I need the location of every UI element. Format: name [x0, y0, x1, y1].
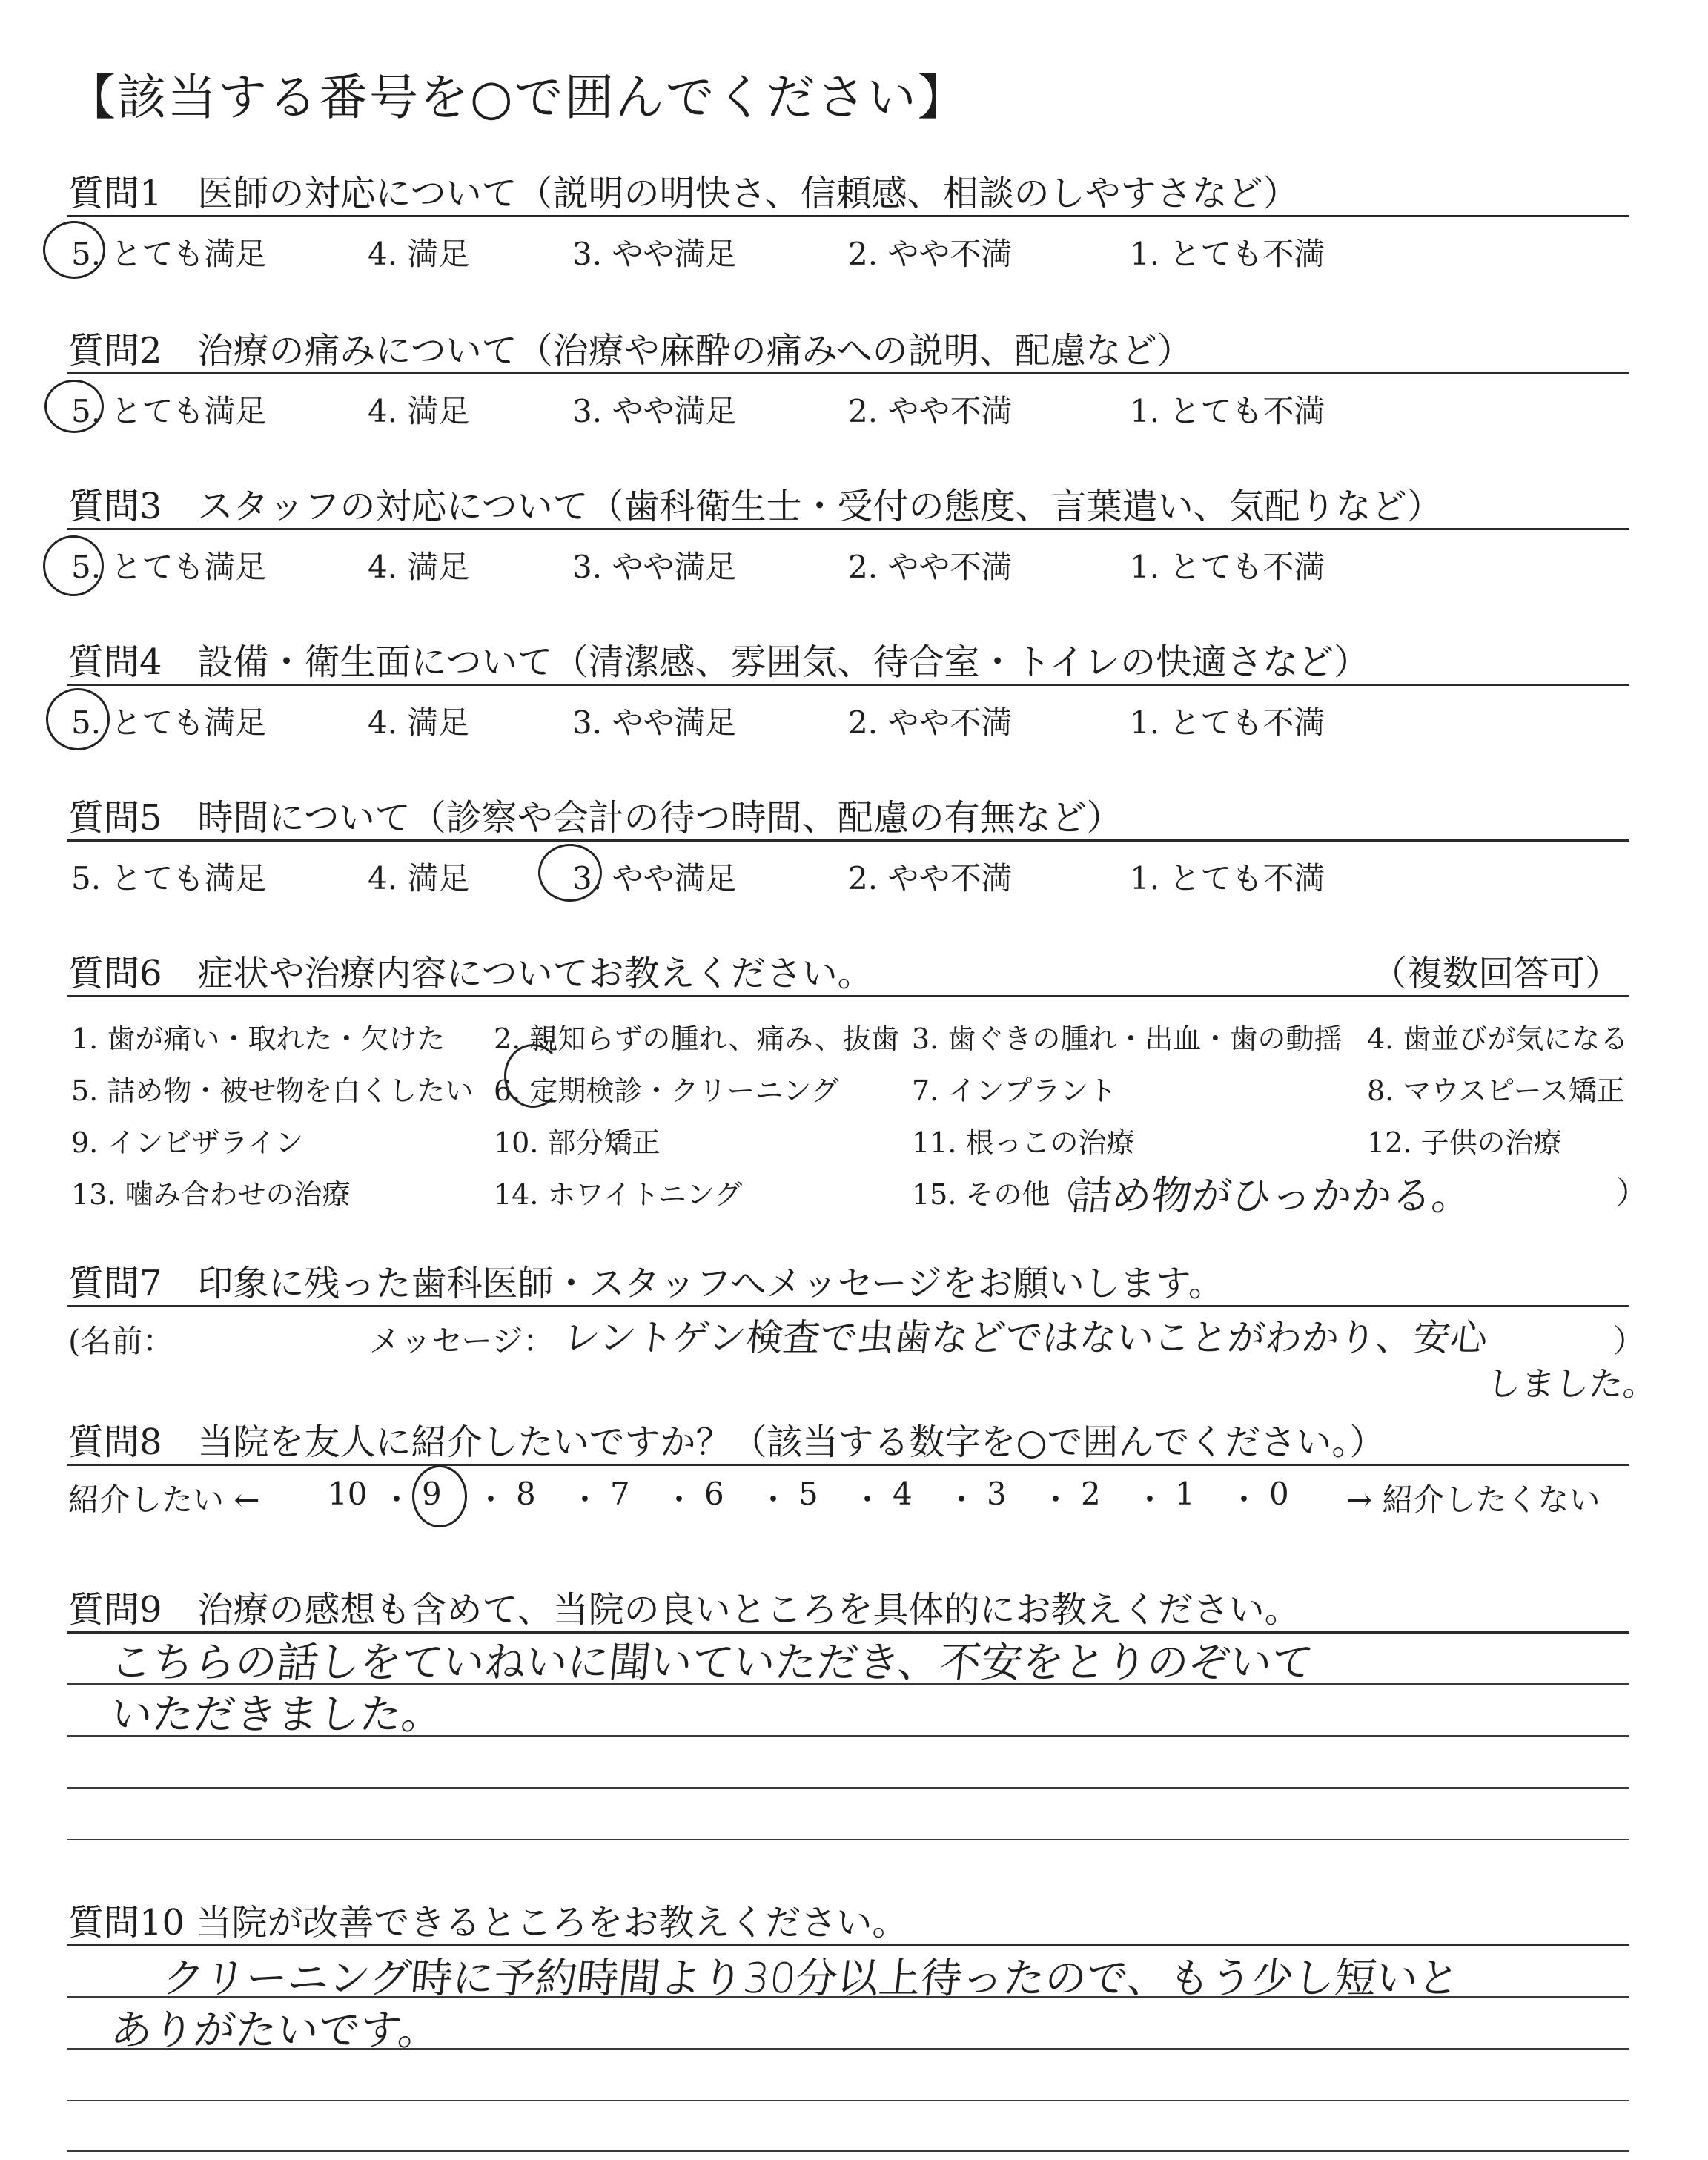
q4-option-2[interactable]: 2. やや不満 — [848, 704, 1013, 741]
question-7-title: 質問7 印象に残った歯科医師・スタッフへメッセージをお願いします。 — [68, 1263, 1224, 1304]
q5-option-4[interactable]: 4. 満足 — [368, 860, 470, 896]
scale-separator-dot: ・ — [569, 1482, 601, 1518]
q1-option-3[interactable]: 3. やや満足 — [572, 236, 737, 272]
divider — [67, 839, 1629, 842]
name-label: (名前： — [68, 1323, 174, 1359]
scale-separator-dot: ・ — [475, 1482, 507, 1518]
q6-item-14[interactable]: 14. ホワイトニング — [494, 1178, 743, 1211]
q5-option-5[interactable]: 5. とても満足 — [71, 860, 267, 896]
q6-item-2[interactable]: 2. 親知らずの腫れ、痛み、抜歯 — [494, 1023, 899, 1055]
q9-handwritten-line-1: こちらの話しをていねいに聞いていただき、不安をとりのぞいて — [108, 1639, 1316, 1687]
selection-circle — [44, 380, 104, 433]
form-header: 【該当する番号を○で囲んでください】 — [67, 69, 968, 126]
answer-line — [67, 1839, 1629, 1840]
q6-item-12[interactable]: 12. 子供の治療 — [1367, 1126, 1562, 1159]
question-6-title: 質問6 症状や治療内容についてお教えください。 — [68, 953, 873, 994]
answer-line — [67, 2150, 1629, 2152]
q3-option-4[interactable]: 4. 満足 — [368, 549, 470, 585]
message-handwritten-line-1: レントゲン検査で虫歯などではないことがわかり、安心 — [560, 1316, 1490, 1359]
divider — [67, 1464, 1629, 1466]
selection-circle — [538, 844, 602, 902]
scale-value-0[interactable]: 0 — [1269, 1476, 1289, 1512]
q5-option-3[interactable]: 3. やや満足 — [572, 860, 737, 896]
q4-option-1[interactable]: 1. とても不満 — [1130, 704, 1325, 741]
q3-option-1[interactable]: 1. とても不満 — [1130, 549, 1325, 585]
q4-option-5[interactable]: 5. とても満足 — [71, 704, 267, 741]
message-handwritten-line-2: しました。 — [1484, 1364, 1660, 1404]
q6-item-8[interactable]: 8. マウスピース矯正 — [1367, 1074, 1625, 1107]
scale-separator-dot: ・ — [758, 1482, 790, 1518]
q6-item-13[interactable]: 13. 噛み合わせの治療 — [71, 1178, 351, 1211]
other-close-paren: ） — [1616, 1175, 1648, 1211]
other-handwritten-answer: 詰め物がひっかかる。 — [1069, 1172, 1474, 1219]
q2-option-4[interactable]: 4. 満足 — [368, 393, 470, 429]
answer-line — [67, 2100, 1629, 2101]
q6-item-5[interactable]: 5. 詰め物・被せ物を白くしたい — [71, 1074, 474, 1107]
question-4-title: 質問4 設備・衛生面について（清潔感、雰囲気、待合室・トイレの快適さなど） — [68, 641, 1370, 683]
q1-option-4[interactable]: 4. 満足 — [368, 236, 470, 272]
question-5-title: 質問5 時間について（診察や会計の待つ時間、配慮の有無など） — [68, 797, 1122, 839]
scale-value-8[interactable]: 8 — [516, 1476, 536, 1512]
q2-option-2[interactable]: 2. やや不満 — [848, 393, 1013, 429]
q6-item-3[interactable]: 3. 歯ぐきの腫れ・出血・歯の動揺 — [912, 1023, 1343, 1055]
selection-circle — [43, 535, 104, 596]
scale-value-2[interactable]: 2 — [1081, 1476, 1101, 1512]
selection-circle — [46, 688, 110, 750]
scale-value-9[interactable]: 9 — [422, 1476, 442, 1512]
q6-item-1[interactable]: 1. 歯が痛い・取れた・欠けた — [71, 1023, 446, 1055]
multiple-answers-note: （複数回答可） — [1371, 953, 1621, 994]
question-2-title: 質問2 治療の痛みについて（治療や麻酔の痛みへの説明、配慮など） — [68, 330, 1193, 371]
question-8-title: 質問8 当院を友人に紹介したいですか？（該当する数字を○で囲んでください。） — [68, 1421, 1386, 1463]
scale-value-6[interactable]: 6 — [704, 1476, 724, 1512]
scale-separator-dot: ・ — [1134, 1482, 1166, 1518]
question-9-title: 質問9 治療の感想も含めて、当院の良いところを具体的にお教えください。 — [68, 1589, 1300, 1631]
selection-circle — [504, 1044, 562, 1108]
selection-circle — [43, 221, 105, 279]
q3-option-2[interactable]: 2. やや不満 — [848, 549, 1013, 585]
divider — [67, 215, 1629, 217]
scale-left-label: 紹介したい ← — [68, 1482, 260, 1518]
scale-value-5[interactable]: 5 — [798, 1476, 818, 1512]
q6-item-9[interactable]: 9. インビザライン — [71, 1126, 304, 1159]
answer-line — [67, 1787, 1629, 1789]
q5-option-1[interactable]: 1. とても不満 — [1130, 860, 1325, 896]
q3-option-3[interactable]: 3. やや満足 — [572, 549, 737, 585]
scale-value-3[interactable]: 3 — [987, 1476, 1007, 1512]
selection-circle — [412, 1465, 467, 1527]
scale-separator-dot: ・ — [852, 1482, 884, 1518]
q10-handwritten-line-1: クリーニング時に予約時間より30分以上待ったので、もう少し短いと — [160, 1955, 1462, 2003]
scale-separator-dot: ・ — [381, 1482, 413, 1518]
divider — [67, 372, 1629, 374]
question-1-title: 質問1 医師の対応について（説明の明快さ、信頼感、相談のしやすさなど） — [68, 173, 1299, 214]
q3-option-5[interactable]: 5. とても満足 — [71, 549, 267, 585]
q2-option-3[interactable]: 3. やや満足 — [572, 393, 737, 429]
message-label: メッセージ： — [369, 1323, 555, 1359]
q1-option-5[interactable]: 5. とても満足 — [71, 236, 267, 272]
q6-item-7[interactable]: 7. インプラント — [912, 1074, 1117, 1107]
scale-separator-dot: ・ — [946, 1482, 978, 1518]
scale-right-label: → 紹介したくない — [1346, 1482, 1601, 1518]
scale-separator-dot: ・ — [1228, 1482, 1260, 1518]
divider — [67, 1305, 1629, 1307]
q5-option-2[interactable]: 2. やや不満 — [848, 860, 1013, 896]
message-close-paren: ） — [1613, 1323, 1645, 1359]
divider — [67, 528, 1629, 530]
q2-option-5[interactable]: 5. とても満足 — [71, 393, 267, 429]
q4-option-4[interactable]: 4. 満足 — [368, 704, 470, 741]
q2-option-1[interactable]: 1. とても不満 — [1130, 393, 1325, 429]
question-3-title: 質問3 スタッフの対応について（歯科衛生士・受付の態度、言葉遣い、気配りなど） — [68, 486, 1443, 527]
q6-item-10[interactable]: 10. 部分矯正 — [494, 1126, 661, 1159]
scale-separator-dot: ・ — [1040, 1482, 1072, 1518]
divider — [67, 684, 1629, 686]
scale-separator-dot: ・ — [663, 1482, 695, 1518]
question-10-title: 質問10 当院が改善できるところをお教えください。 — [68, 1902, 908, 1943]
q9-handwritten-line-2: いただきました。 — [108, 1691, 446, 1739]
q1-option-1[interactable]: 1. とても不満 — [1130, 236, 1325, 272]
scale-value-10[interactable]: 10 — [328, 1476, 368, 1512]
scale-value-1[interactable]: 1 — [1175, 1476, 1195, 1512]
scale-value-7[interactable]: 7 — [610, 1476, 630, 1512]
q10-handwritten-line-2: ありがたいです。 — [108, 2007, 443, 2055]
q1-option-2[interactable]: 2. やや不満 — [848, 236, 1013, 272]
q6-item-4[interactable]: 4. 歯並びが気になる — [1367, 1023, 1629, 1055]
q6-item-11[interactable]: 11. 根っこの治療 — [912, 1126, 1135, 1159]
q6-item-15-other[interactable]: 15. その他（ — [912, 1178, 1079, 1211]
divider — [67, 995, 1629, 997]
scale-value-4[interactable]: 4 — [893, 1476, 913, 1512]
q6-item-6[interactable]: 6. 定期検診・クリーニング — [494, 1074, 839, 1107]
q4-option-3[interactable]: 3. やや満足 — [572, 704, 737, 741]
